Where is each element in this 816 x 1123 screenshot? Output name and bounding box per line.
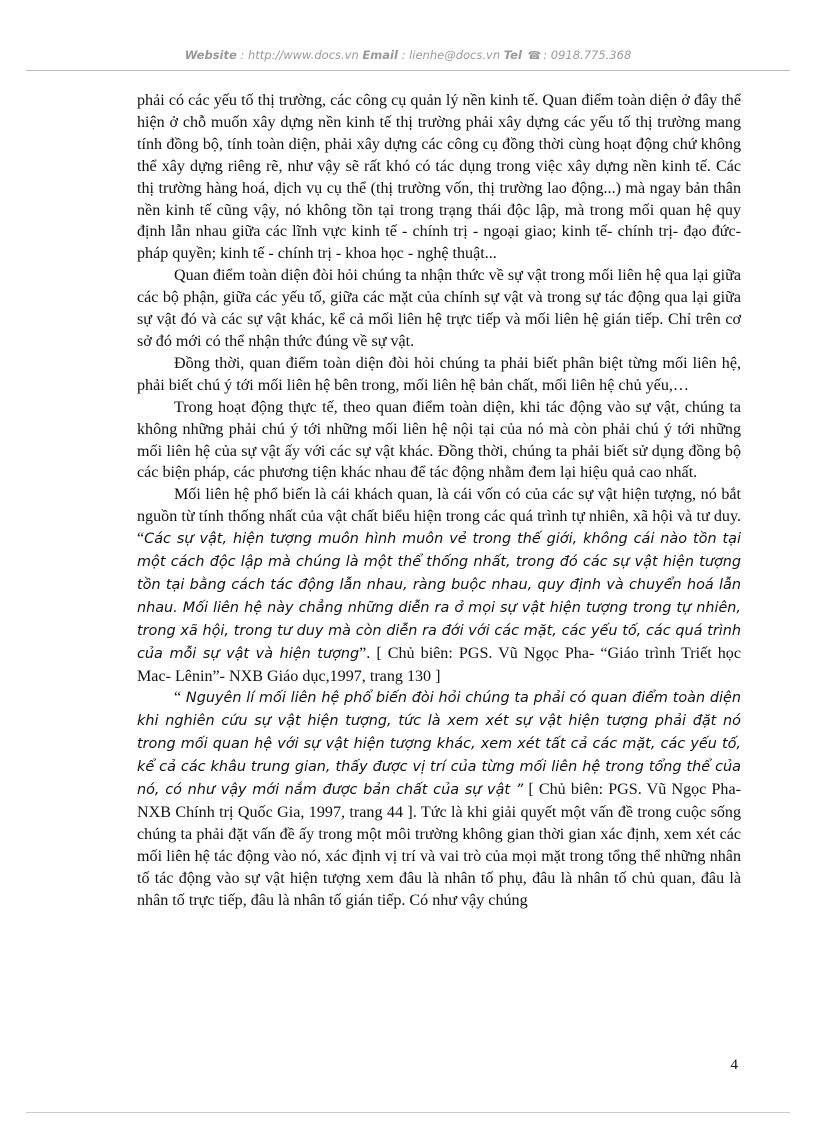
page-number: 4: [730, 1057, 738, 1073]
phone-icon: ☎: [527, 49, 542, 62]
paragraph-5-citation: ”. [ Chủ biên: PGS. Vũ Ngọc Pha- “Giáo trình Triết học Mac- Lênin”- NXB Giáo dục,1997, trang 130 ]: [137, 644, 741, 685]
paragraph-5: [137, 484, 741, 687]
tel-value: : 0918.775.368: [543, 48, 632, 62]
paragraph-6: [137, 687, 741, 911]
website-label: Website: [184, 48, 237, 62]
paragraph-1: phải có các yếu tố thị trường, các công cụ quản lý nền kinh tế. Quan điểm toàn diện ở đây thể hiện ở chỗ muốn xây dựng nền kinh tế thị trường phải xây dựng các yếu tố thị trường mang tính đồng bộ, tính toàn diện, phải xây dựng các công cụ đồng thời cùng hoạt động chứ không thể xây dựng riêng rẽ, như vậy sẽ rất khó có tác dụng trong việc xây dựng nền kinh tế. Các thị trường hàng hoá, dịch vụ cụ thể (thị trường vốn, thị trường lao động...) mà ngay bản thân nền kinh tế cũng vậy, nó không tồn tại trong trạng thái độc lập, mà trong mối quan hệ quy định lẫn nhau giữa các lĩnh vực kinh tế - chính trị - ngoại giao; kinh tế- chính trị- đạo đức- pháp quyền; kinh tế - chính trị - khoa học - nghệ thuật...: [137, 92, 741, 263]
website-value: : http://www.docs.vn: [240, 48, 359, 62]
document-body: [137, 90, 741, 912]
page-bottom-rule: [26, 1112, 790, 1113]
paragraph-6-open-quote: “: [174, 689, 182, 707]
paragraph-6-citation: [ Chủ biên: PGS. Vũ Ngọc Pha- NXB Chính trị Quốc Gia, 1997, trang 44 ]. Tức là khi giải quyết một vấn đề trong cuộc sống chúng ta phải đặt vấn đề ấy trong một môi trường không gian thời gian xác định, xem xét các mối liên hệ tác động vào nó, xác định vị trí và vai trò của mọi mặt trong tổng thể những nhân tố tác động vào sự vật hiện tượng xem đâu là nhân tố phụ, đâu là nhân tố chủ quan, đâu là nhân tố trực tiếp, đâu là nhân tố gián tiếp. Có như vậy chúng: [137, 781, 741, 909]
paragraph-5-quote: Các sự vật, hiện tượng muôn hình muôn vẻ trong thế giới, không cái nào tồn tại một cách độc lập mà chúng là một thể thống nhất, trong đó các sự vật hiện tượng tồn tại bằng cách tác động lẫn nhau, ràng buộc nhau, quy định và chuyển hoá lẫn nhau. Mối liên hệ này chẳng những diễn ra ở mọi sự vật hiện tượng trong tự nhiên, trong xã hội, trong tư duy mà còn diễn ra đới với các mặt, các yếu tố, các quá trình của mỗi sự vật và hiện tượng: [137, 531, 741, 662]
paragraph-3: Đồng thời, quan điểm toàn diện đòi hỏi chúng ta phải biết phân biệt từng mối liên hệ, phải biết chú ý tới mối liên hệ bên trong, mối liên hệ bản chất, mối liên hệ chủ yếu,…: [137, 354, 741, 394]
email-value: : lienhe@docs.vn: [401, 48, 501, 62]
paragraph-6-quote: Nguyên lí mối liên hệ phổ biến đòi hỏi chúng ta phải có quan điểm toàn diện khi nghiên cứu sự vật hiện tượng, tức là xem xét sự vật hiện tượng phải đặt nó trong mối quan hệ với sự vật hiện tượng khác, xem xét tất cả các mặt, các yếu tố, kể cả các khâu trung gian, thấy được vị trí của từng mối liên hệ trong tổng thể của nó, có như vậy mới nắm được bản chất của sự vật ”: [137, 690, 741, 799]
paragraph-5-intro: Mối liên hệ phổ biến là cái khách quan, là cái vốn có của các sự vật hiện tượng, nó bắt nguồn từ tính thống nhất của vật chất biểu hiện trong các quá trình tự nhiên, xã hội và tư duy. “: [137, 486, 741, 548]
tel-label: Tel: [503, 48, 522, 62]
email-label: Email: [362, 48, 398, 62]
page-header: [0, 48, 816, 62]
paragraph-4: Trong hoạt động thực tế, theo quan điểm toàn diện, khi tác động vào sự vật, chúng ta không những phải chú ý tới những mối liên hệ nội tại của nó mà còn phải chú ý tới những mối liên hệ của sự vật ấy với các sự vật khác. Đồng thời, chúng ta phải biết sử dụng đồng bộ các biện pháp, các phương tiện khác nhau để tác động nhằm đem lại hiệu quả cao nhất.: [137, 398, 741, 482]
paragraph-2: Quan điểm toàn diện đòi hỏi chúng ta nhận thức về sự vật trong mối liên hệ qua lại giữa các bộ phận, giữa các yếu tố, giữa các mặt của chính sự vật và trong sự tác động qua lại giữa sự vật đó và các sự vật khác, kể cả mối liên hệ trực tiếp và mối liên hệ gián tiếp. Chỉ trên cơ sở đó mới có thể nhận thức đúng về sự vật.: [137, 267, 741, 350]
